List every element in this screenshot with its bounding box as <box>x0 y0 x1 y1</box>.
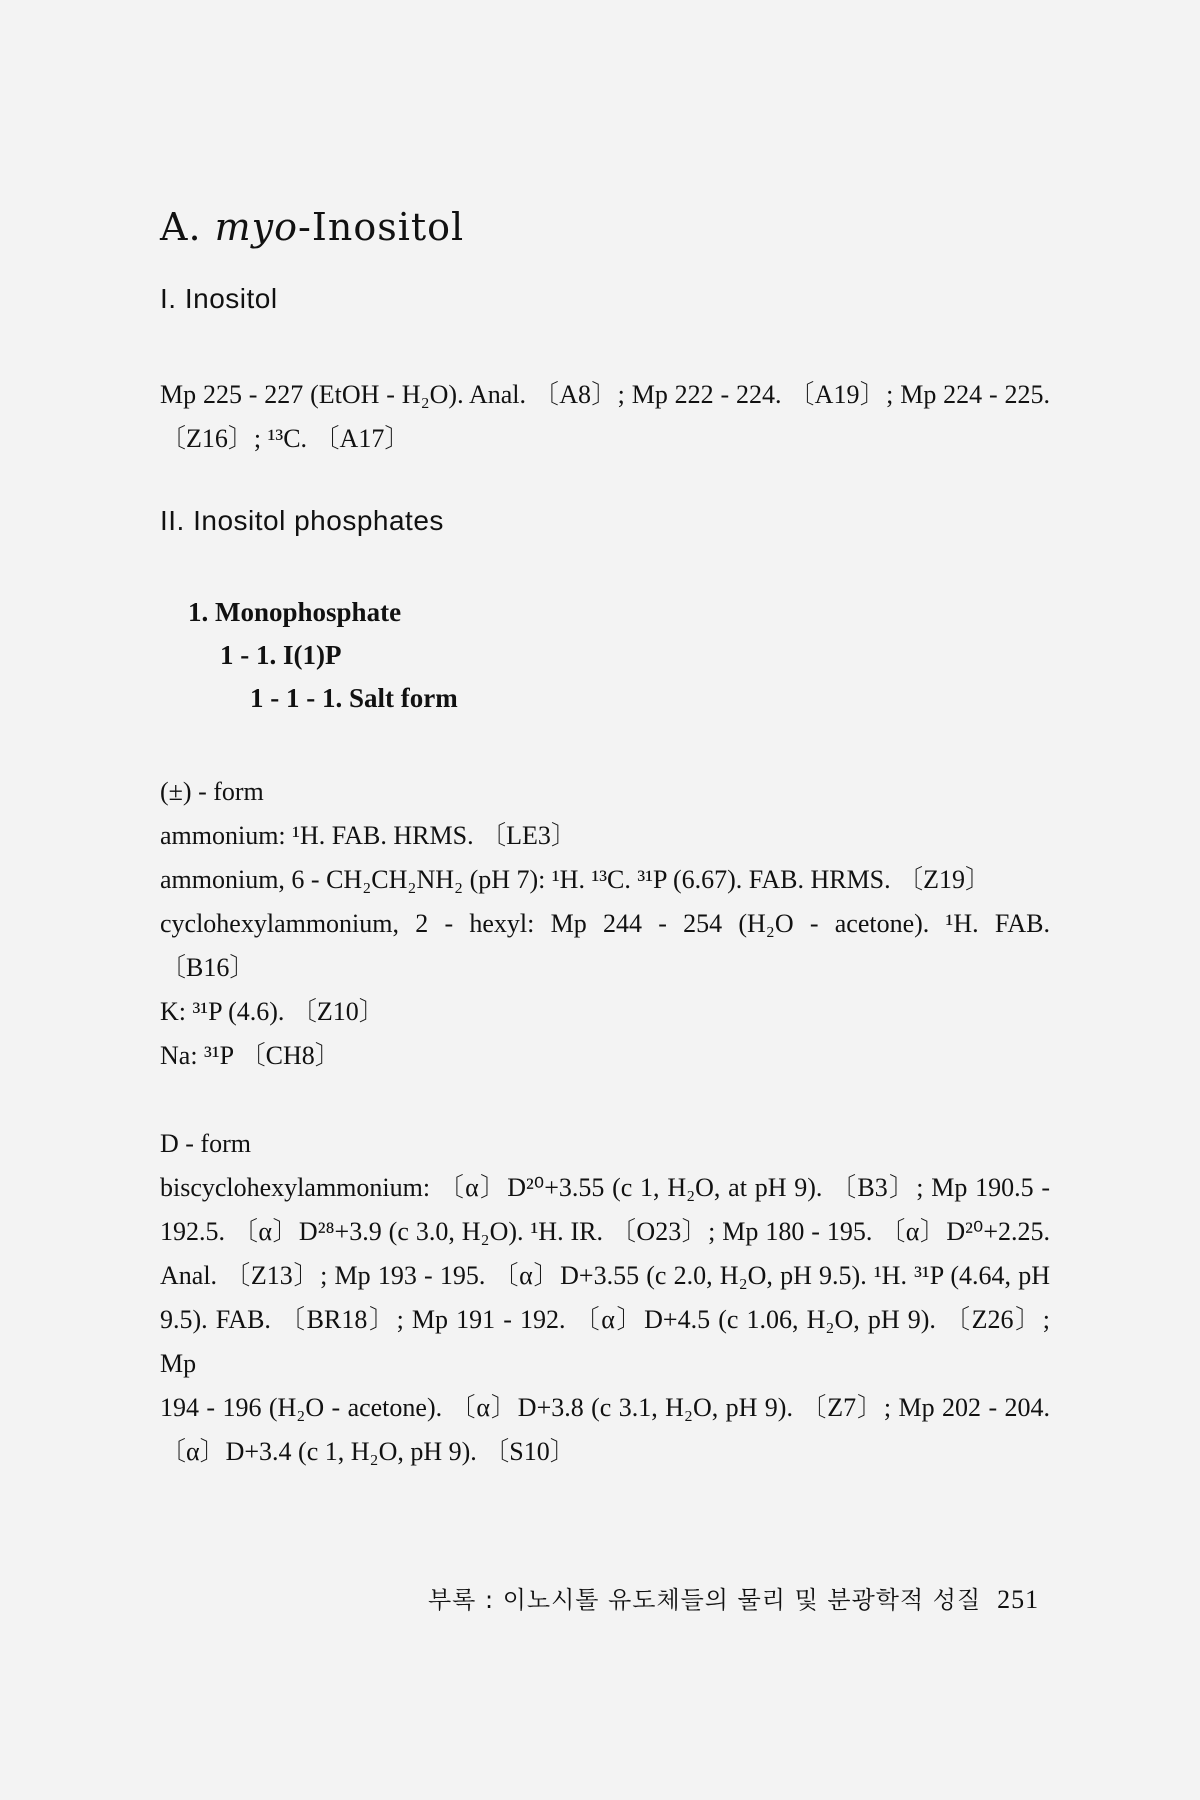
text-line: 194 - 196 (H₂O - acetone). 〔α〕D+3.8 (c 3.1, H₂O, pH 9). 〔Z7〕; Mp 202 - 204. <box>160 1393 1050 1422</box>
text-line: 192.5. 〔α〕D²⁸+3.9 (c 3.0, H₂O). ¹H. IR. 〔O23〕; Mp 180 - 195. 〔α〕D²⁰+2.25. <box>160 1217 1050 1246</box>
text-line: 〔Z16〕; ¹³C. 〔A17〕 <box>160 424 411 453</box>
chapter-title-rest: -Inositol <box>298 205 465 249</box>
chapter-title-italic: myo <box>214 205 299 249</box>
footer-title: 부록 : 이노시톨 유도체들의 물리 및 분광학적 성질 <box>428 1586 982 1614</box>
text-line: 〔B16〕 <box>160 953 256 982</box>
form-label: (±) - form <box>160 777 264 806</box>
racemic-form-block <box>160 770 1050 1078</box>
text-line: ammonium: ¹H. FAB. HRMS. 〔LE3〕 <box>160 821 577 850</box>
text-line: biscyclohexylammonium: 〔α〕D²⁰+3.55 (c 1, H₂O, at pH 9). 〔B3〕; Mp 190.5 - <box>160 1173 1050 1202</box>
text-line: ammonium, 6 - CH₂CH₂NH₂ (pH 7): ¹H. ¹³C. ³¹P (6.67). FAB. HRMS. 〔Z19〕 <box>160 865 992 894</box>
text-line: Anal. 〔Z13〕; Mp 193 - 195. 〔α〕D+3.55 (c 2.0, H₂O, pH 9.5). ¹H. ³¹P (4.64, pH <box>160 1261 1050 1290</box>
subheading-monophosphate: 1. Monophosphate <box>188 597 402 627</box>
subheading-salt-form: 1 - 1 - 1. Salt form <box>250 683 458 713</box>
chapter-title <box>160 205 464 249</box>
text-line: Na: ³¹P 〔CH8〕 <box>160 1041 341 1070</box>
text-line: 〔α〕D+3.4 (c 1, H₂O, pH 9). 〔S10〕 <box>160 1437 576 1466</box>
subheading-i1p: 1 - 1. I(1)P <box>220 640 342 670</box>
text-line: Mp 225 - 227 (EtOH - H₂O). Anal. 〔A8〕; Mp 222 - 224. 〔A19〕; Mp 224 - 225. <box>160 380 1050 409</box>
page-number: 251 <box>997 1585 1040 1614</box>
text-line: cyclohexylammonium, 2 - hexyl: Mp 244 - 254 (H₂O - acetone). ¹H. FAB. <box>160 909 1050 938</box>
text-line: 9.5). FAB. 〔BR18〕; Mp 191 - 192. 〔α〕D+4.5 (c 1.06, H₂O, pH 9). 〔Z26〕; Mp <box>160 1305 1050 1378</box>
section-heading-inositol: I. Inositol <box>160 283 278 314</box>
section-heading-phosphates: II. Inositol phosphates <box>160 505 444 536</box>
inositol-data <box>160 373 1050 461</box>
chapter-letter: A. <box>160 205 202 249</box>
form-label: D - form <box>160 1129 251 1158</box>
text-line: K: ³¹P (4.6). 〔Z10〕 <box>160 997 385 1026</box>
page-footer <box>428 1580 1039 1615</box>
d-form-block <box>160 1122 1050 1474</box>
